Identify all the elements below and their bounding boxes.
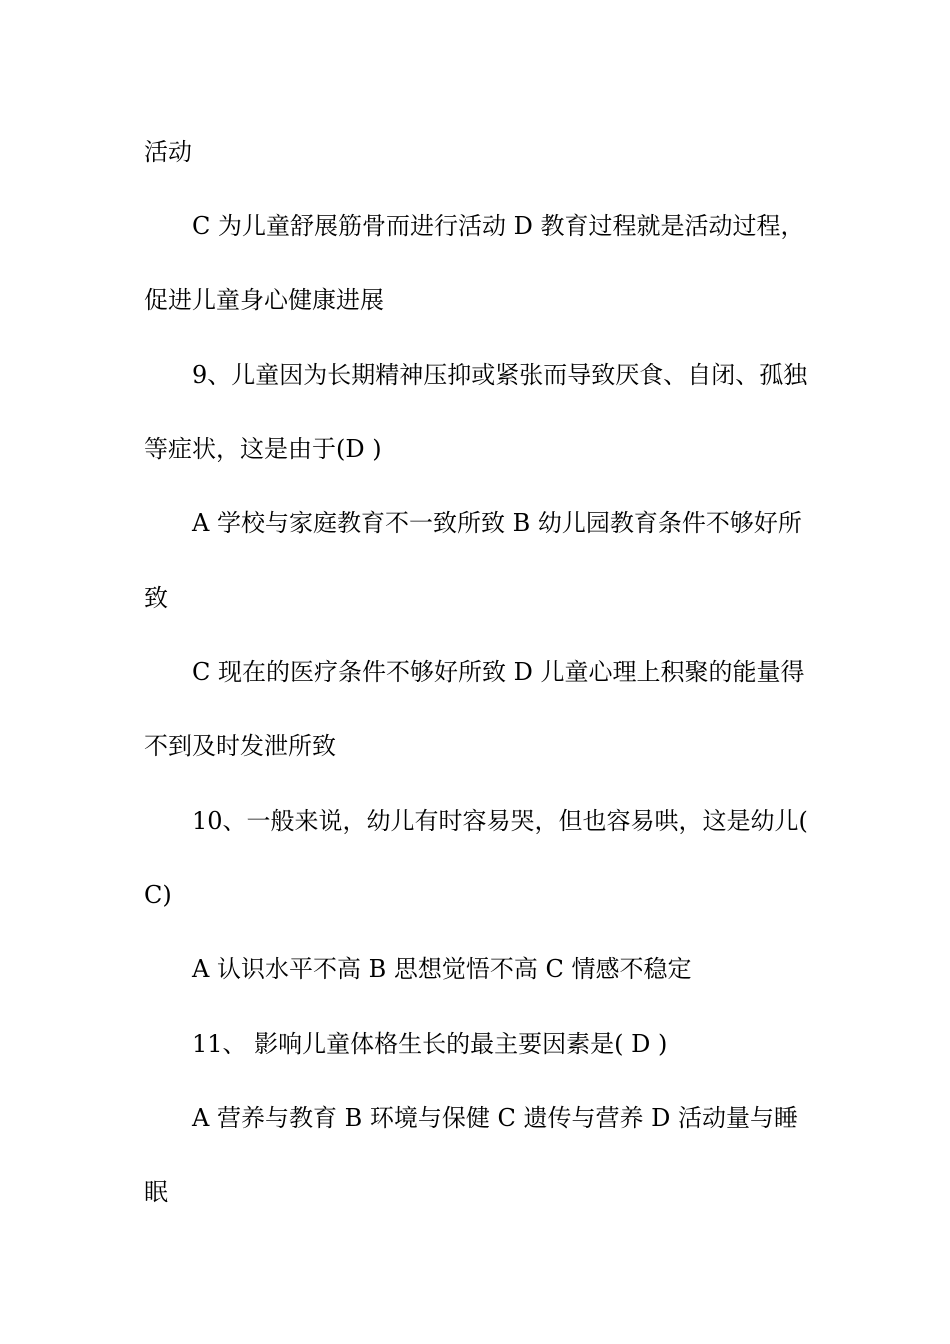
text-line: C 为儿童舒展筋骨而进行活动 D 教育过程就是活动过程， bbox=[192, 212, 805, 240]
question-11: 11、 影响儿童体格生长的最主要因素是( D ) bbox=[192, 1030, 668, 1058]
option-line: A 营养与教育 B 环境与保健 C 遗传与营养 D 活动量与睡 bbox=[192, 1104, 798, 1132]
text-line: 等症状，这是由于(D ) bbox=[144, 435, 382, 463]
text-line: C) bbox=[144, 881, 172, 909]
text-line: 眠 bbox=[144, 1178, 168, 1206]
text-line: 不到及时发泄所致 bbox=[144, 732, 336, 760]
option-line: A 学校与家庭教育不一致所致 B 幼儿园教育条件不够好所 bbox=[192, 509, 802, 537]
question-10: 10、一般来说，幼儿有时容易哭，但也容易哄，这是幼儿( bbox=[192, 807, 808, 835]
text-line: 活动 bbox=[144, 138, 192, 166]
question-9: 9、儿童因为长期精神压抑或紧张而导致厌食、自闭、孤独 bbox=[192, 361, 808, 389]
text-line: 促进儿童身心健康进展 bbox=[144, 286, 384, 314]
text-line: 致 bbox=[144, 584, 168, 612]
option-line: A 认识水平不高 B 思想觉悟不高 C 情感不稳定 bbox=[192, 955, 692, 983]
option-line: C 现在的医疗条件不够好所致 D 儿童心理上积聚的能量得 bbox=[192, 658, 805, 686]
